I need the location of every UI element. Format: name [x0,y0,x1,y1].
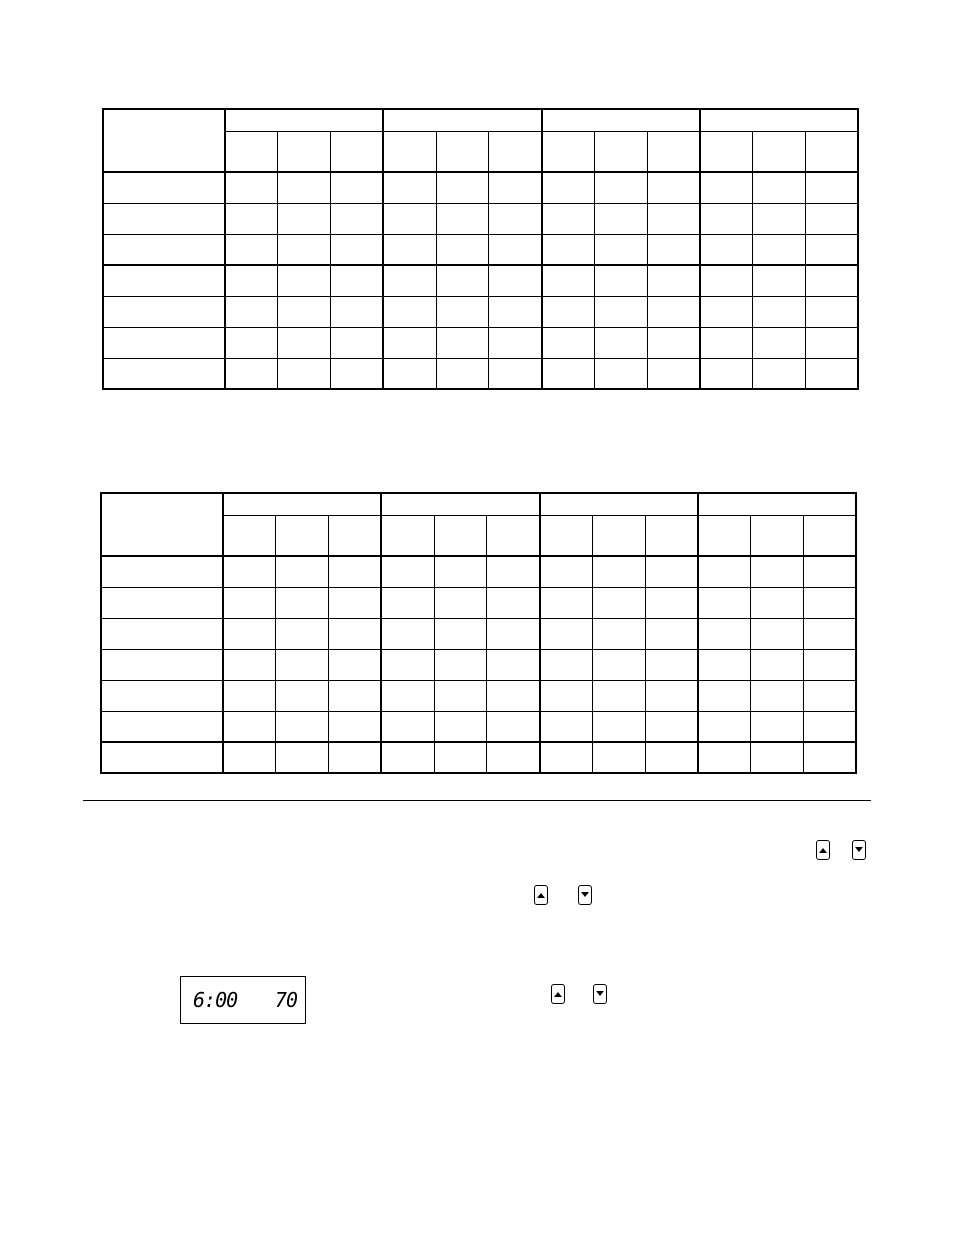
subheader-cell [803,515,856,556]
subheader-cell [436,131,489,172]
subheader-cell [645,515,698,556]
row-label-cell [103,296,225,327]
row-label-cell [103,327,225,358]
header-corner-cell [101,493,223,556]
schedule-table-1 [102,108,859,390]
table-row [101,680,856,711]
subheader-cell [805,131,858,172]
period-header-4 [700,109,858,131]
period-header-3 [540,493,698,515]
subheader-cell [751,515,804,556]
row-label-cell [101,649,223,680]
table-row [101,556,856,587]
up-arrow-key-icon[interactable] [551,984,565,1004]
thermostat-display [180,976,306,1024]
row-label-cell [101,711,223,742]
table-row [103,327,858,358]
down-arrow-key-icon[interactable] [852,840,866,860]
header-corner-cell [103,109,225,172]
row-label-cell [101,680,223,711]
table-row [101,742,856,773]
period-header-1 [223,493,381,515]
row-label-cell [103,234,225,265]
up-arrow-key-icon[interactable] [816,840,830,860]
table-row [103,234,858,265]
table-row [101,587,856,618]
section-divider [83,800,871,801]
display-time: 6:00 [193,988,238,1012]
table-row [101,618,856,649]
row-label-cell [103,265,225,296]
subheader-cell [381,515,434,556]
subheader-cell [753,131,806,172]
table-row [103,296,858,327]
subheader-cell [592,515,645,556]
subheader-cell [489,131,542,172]
table-row [103,172,858,203]
subheader-cell [225,131,278,172]
period-header-3 [542,109,700,131]
row-label-cell [103,172,225,203]
down-arrow-key-icon[interactable] [593,984,607,1004]
row-label-cell [101,742,223,773]
table-row [101,711,856,742]
schedule-table-2 [100,492,857,774]
subheader-cell [223,515,276,556]
subheader-cell [276,515,329,556]
table-row [103,203,858,234]
subheader-cell [594,131,647,172]
subheader-cell [329,515,382,556]
period-header-2 [383,109,541,131]
down-arrow-key-icon[interactable] [578,885,592,905]
subheader-cell [542,131,595,172]
display-temperature: 70 [274,988,297,1012]
subheader-cell [331,131,384,172]
row-label-cell [101,618,223,649]
table-row [103,358,858,389]
row-label-cell [101,556,223,587]
subheader-cell [698,515,751,556]
table-row [103,265,858,296]
row-label-cell [101,587,223,618]
up-arrow-key-icon[interactable] [534,885,548,905]
subheader-cell [647,131,700,172]
subheader-cell [278,131,331,172]
row-label-cell [103,203,225,234]
table-row [101,649,856,680]
subheader-cell [700,131,753,172]
subheader-cell [487,515,540,556]
period-header-2 [381,493,539,515]
row-label-cell [103,358,225,389]
period-header-1 [225,109,383,131]
subheader-cell [383,131,436,172]
period-header-4 [698,493,856,515]
subheader-cell [540,515,593,556]
subheader-cell [434,515,487,556]
